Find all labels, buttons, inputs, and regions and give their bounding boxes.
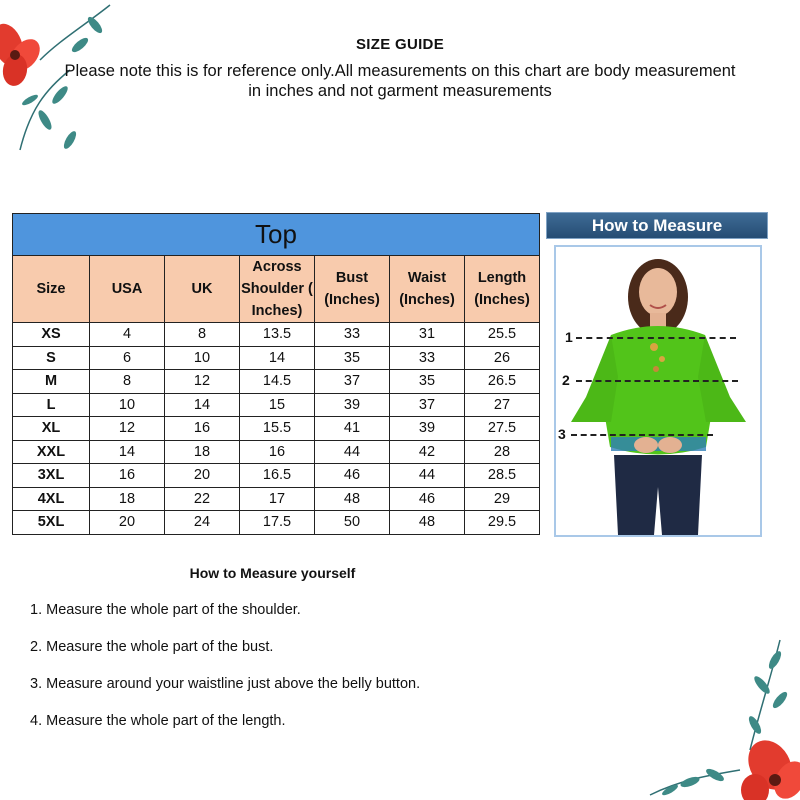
marker-shoulder: 1 bbox=[565, 329, 573, 345]
model-illustration-icon bbox=[556, 247, 760, 535]
table-cell: XL bbox=[13, 417, 90, 441]
marker-bust: 2 bbox=[562, 372, 570, 388]
table-cell: 22 bbox=[165, 487, 240, 511]
table-row bbox=[13, 511, 540, 535]
table-cell: XXL bbox=[13, 440, 90, 464]
table-cell: 46 bbox=[390, 487, 465, 511]
table-cell: 29 bbox=[465, 487, 540, 511]
table-cell: 14 bbox=[90, 440, 165, 464]
table-cell: 29.5 bbox=[465, 511, 540, 535]
table-row bbox=[13, 393, 540, 417]
table-cell: 26.5 bbox=[465, 370, 540, 394]
table-cell: XS bbox=[13, 323, 90, 347]
table-header-row bbox=[13, 256, 540, 323]
table-row bbox=[13, 487, 540, 511]
table-cell: 37 bbox=[315, 370, 390, 394]
table-cell: 17 bbox=[240, 487, 315, 511]
table-cell: S bbox=[13, 346, 90, 370]
table-cell: 25.5 bbox=[465, 323, 540, 347]
table-cell: 48 bbox=[315, 487, 390, 511]
table-cell: 50 bbox=[315, 511, 390, 535]
table-row bbox=[13, 417, 540, 441]
table-cell: 14 bbox=[240, 346, 315, 370]
list-item: 3. Measure around your waistline just above the belly button. bbox=[30, 676, 421, 692]
measure-line bbox=[576, 337, 736, 339]
table-cell: 18 bbox=[90, 487, 165, 511]
how-to-measure-title: How to Measure bbox=[546, 212, 768, 239]
table-cell: 39 bbox=[315, 393, 390, 417]
model-photo bbox=[554, 245, 762, 537]
table-cell: 10 bbox=[90, 393, 165, 417]
table-row bbox=[13, 370, 540, 394]
table-cell: 3XL bbox=[13, 464, 90, 488]
table-cell: 15 bbox=[240, 393, 315, 417]
table-cell: 44 bbox=[315, 440, 390, 464]
table-cell: 35 bbox=[315, 346, 390, 370]
column-header: Size bbox=[13, 256, 90, 323]
table-cell: 16.5 bbox=[240, 464, 315, 488]
marker-waist: 3 bbox=[558, 426, 566, 442]
table-row bbox=[13, 323, 540, 347]
table-cell: 18 bbox=[165, 440, 240, 464]
table-cell: 28.5 bbox=[465, 464, 540, 488]
column-header: Waist (Inches) bbox=[390, 256, 465, 323]
table-cell: 16 bbox=[240, 440, 315, 464]
measure-line bbox=[576, 380, 738, 382]
measure-line bbox=[571, 434, 713, 436]
table-cell: 24 bbox=[165, 511, 240, 535]
list-item: 1. Measure the whole part of the shoulder. bbox=[30, 602, 301, 618]
table-cell: 8 bbox=[90, 370, 165, 394]
table-cell: 10 bbox=[165, 346, 240, 370]
floral-decoration-icon bbox=[630, 630, 800, 800]
table-cell: 12 bbox=[90, 417, 165, 441]
column-header: Bust (Inches) bbox=[315, 256, 390, 323]
table-cell: 37 bbox=[390, 393, 465, 417]
table-cell: 39 bbox=[390, 417, 465, 441]
table-cell: 44 bbox=[390, 464, 465, 488]
table-cell: 27 bbox=[465, 393, 540, 417]
table-cell: 15.5 bbox=[240, 417, 315, 441]
table-cell: 5XL bbox=[13, 511, 90, 535]
table-cell: 4 bbox=[90, 323, 165, 347]
table-cell: 16 bbox=[165, 417, 240, 441]
table-cell: 41 bbox=[315, 417, 390, 441]
page-title: SIZE GUIDE bbox=[355, 36, 444, 53]
column-header: UK bbox=[165, 256, 240, 323]
table-cell: 20 bbox=[90, 511, 165, 535]
size-chart-table bbox=[12, 213, 540, 535]
table-cell: 46 bbox=[315, 464, 390, 488]
how-to-measure-panel bbox=[546, 212, 768, 538]
table-cell: 4XL bbox=[13, 487, 90, 511]
table-cell: 14.5 bbox=[240, 370, 315, 394]
table-cell: L bbox=[13, 393, 90, 417]
table-cell: 17.5 bbox=[240, 511, 315, 535]
table-row bbox=[13, 440, 540, 464]
table-cell: 28 bbox=[465, 440, 540, 464]
table-cell: 33 bbox=[315, 323, 390, 347]
list-item: 4. Measure the whole part of the length. bbox=[30, 713, 286, 729]
table-cell: 16 bbox=[90, 464, 165, 488]
table-cell: M bbox=[13, 370, 90, 394]
table-cell: 12 bbox=[165, 370, 240, 394]
table-row bbox=[13, 346, 540, 370]
table-cell: 14 bbox=[165, 393, 240, 417]
table-cell: 27.5 bbox=[465, 417, 540, 441]
table-banner: Top bbox=[13, 214, 540, 256]
disclaimer-note: Please note this is for reference only.All measurements on this chart are body measurement in inches and not garment measurements bbox=[64, 62, 736, 100]
table-cell: 35 bbox=[390, 370, 465, 394]
table-cell: 20 bbox=[165, 464, 240, 488]
column-header: Across Shoulder ( Inches) bbox=[240, 256, 315, 323]
instructions-title: How to Measure yourself bbox=[189, 565, 356, 581]
instructions-list bbox=[30, 600, 420, 748]
table-row bbox=[13, 464, 540, 488]
table-cell: 31 bbox=[390, 323, 465, 347]
column-header: Length (Inches) bbox=[465, 256, 540, 323]
table-cell: 13.5 bbox=[240, 323, 315, 347]
column-header: USA bbox=[90, 256, 165, 323]
table-cell: 8 bbox=[165, 323, 240, 347]
table-cell: 42 bbox=[390, 440, 465, 464]
table-cell: 6 bbox=[90, 346, 165, 370]
list-item: 2. Measure the whole part of the bust. bbox=[30, 639, 274, 655]
table-cell: 48 bbox=[390, 511, 465, 535]
table-cell: 33 bbox=[390, 346, 465, 370]
table-cell: 26 bbox=[465, 346, 540, 370]
